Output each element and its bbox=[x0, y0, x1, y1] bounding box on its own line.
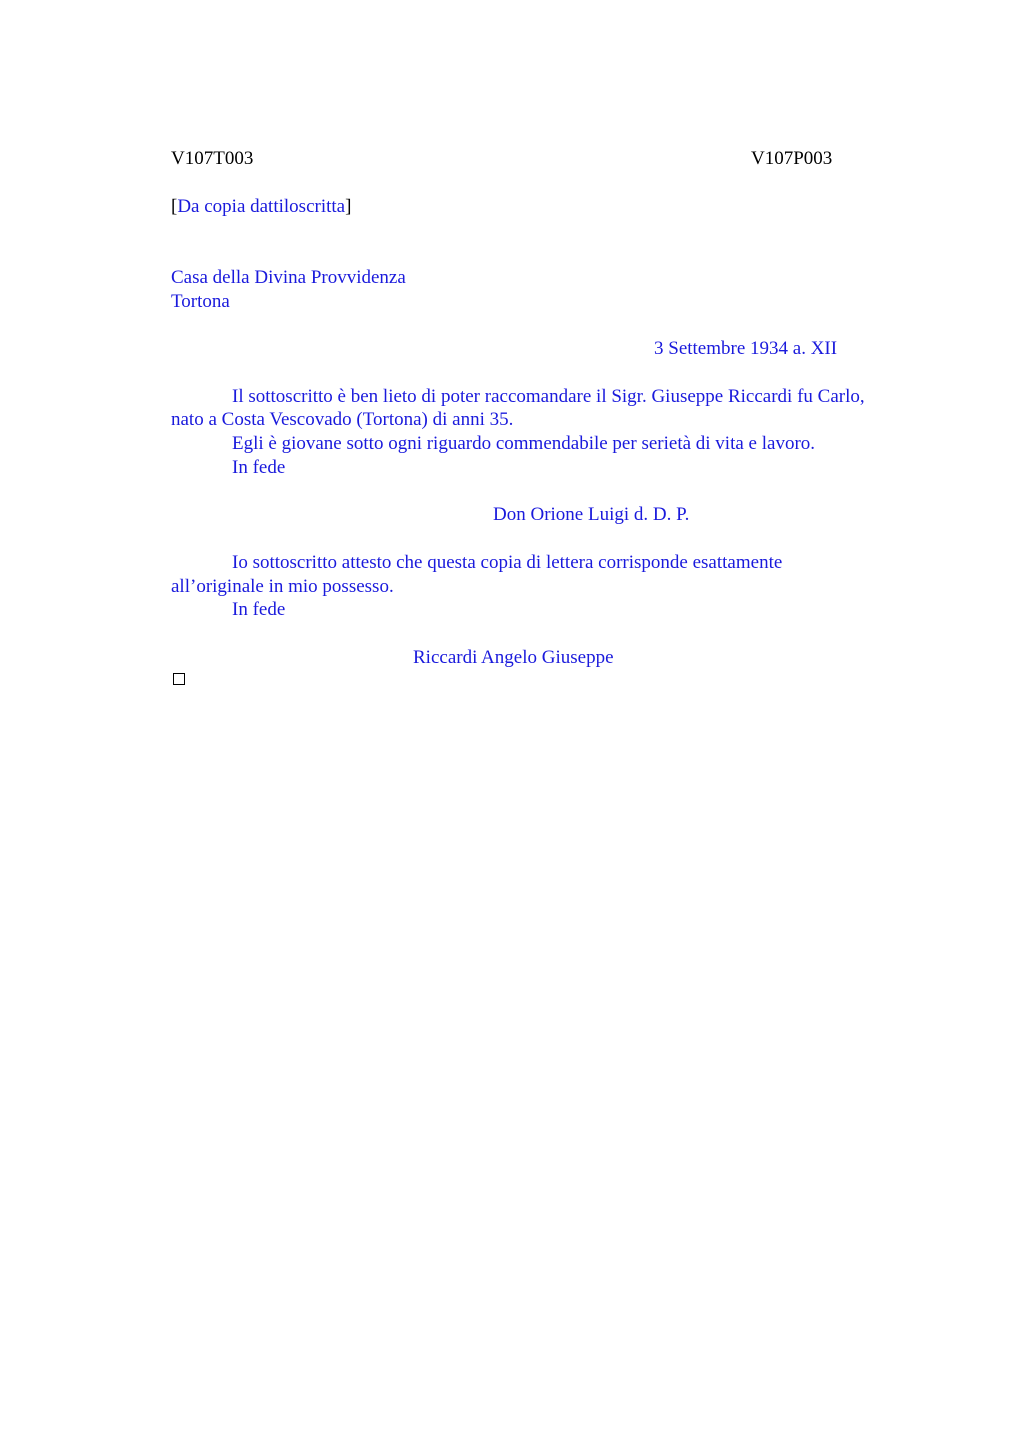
document-code-right: V107P003 bbox=[751, 148, 833, 169]
attestation-closing: In fede bbox=[232, 599, 286, 620]
letter-paragraph-1-line-1: Il sottoscritto è ben lieto di poter raccomandare il Sigr. Giuseppe Riccardi fu Carlo, bbox=[232, 386, 865, 407]
empty-box-icon bbox=[173, 673, 185, 685]
source-note bbox=[171, 195, 351, 218]
document-code-left: V107T003 bbox=[171, 148, 254, 169]
letter-signature: Don Orione Luigi d. D. P. bbox=[493, 504, 690, 525]
source-note-open-bracket: [ bbox=[171, 196, 178, 217]
letter-date: 3 Settembre 1934 a. XII bbox=[654, 338, 838, 359]
address-line-2: Tortona bbox=[171, 291, 230, 312]
attestation-paragraph-line-2: all’originale in mio possesso. bbox=[171, 576, 394, 597]
letter-closing: In fede bbox=[232, 457, 286, 478]
source-note-text: Da copia dattiloscritta bbox=[177, 196, 346, 217]
letter-paragraph-2: Egli è giovane sotto ogni riguardo commendabile per serietà di vita e lavoro. bbox=[232, 433, 816, 454]
address-line-1: Casa della Divina Provvidenza bbox=[171, 267, 406, 288]
attestation-paragraph-line-1: Io sottoscritto attesto che questa copia di lettera corrisponde esattamente bbox=[232, 552, 783, 573]
source-note-close-bracket: ] bbox=[345, 196, 352, 217]
attestation-signature: Riccardi Angelo Giuseppe bbox=[413, 647, 614, 668]
letter-paragraph-1-line-2: nato a Costa Vescovado (Tortona) di anni 35. bbox=[171, 409, 514, 430]
